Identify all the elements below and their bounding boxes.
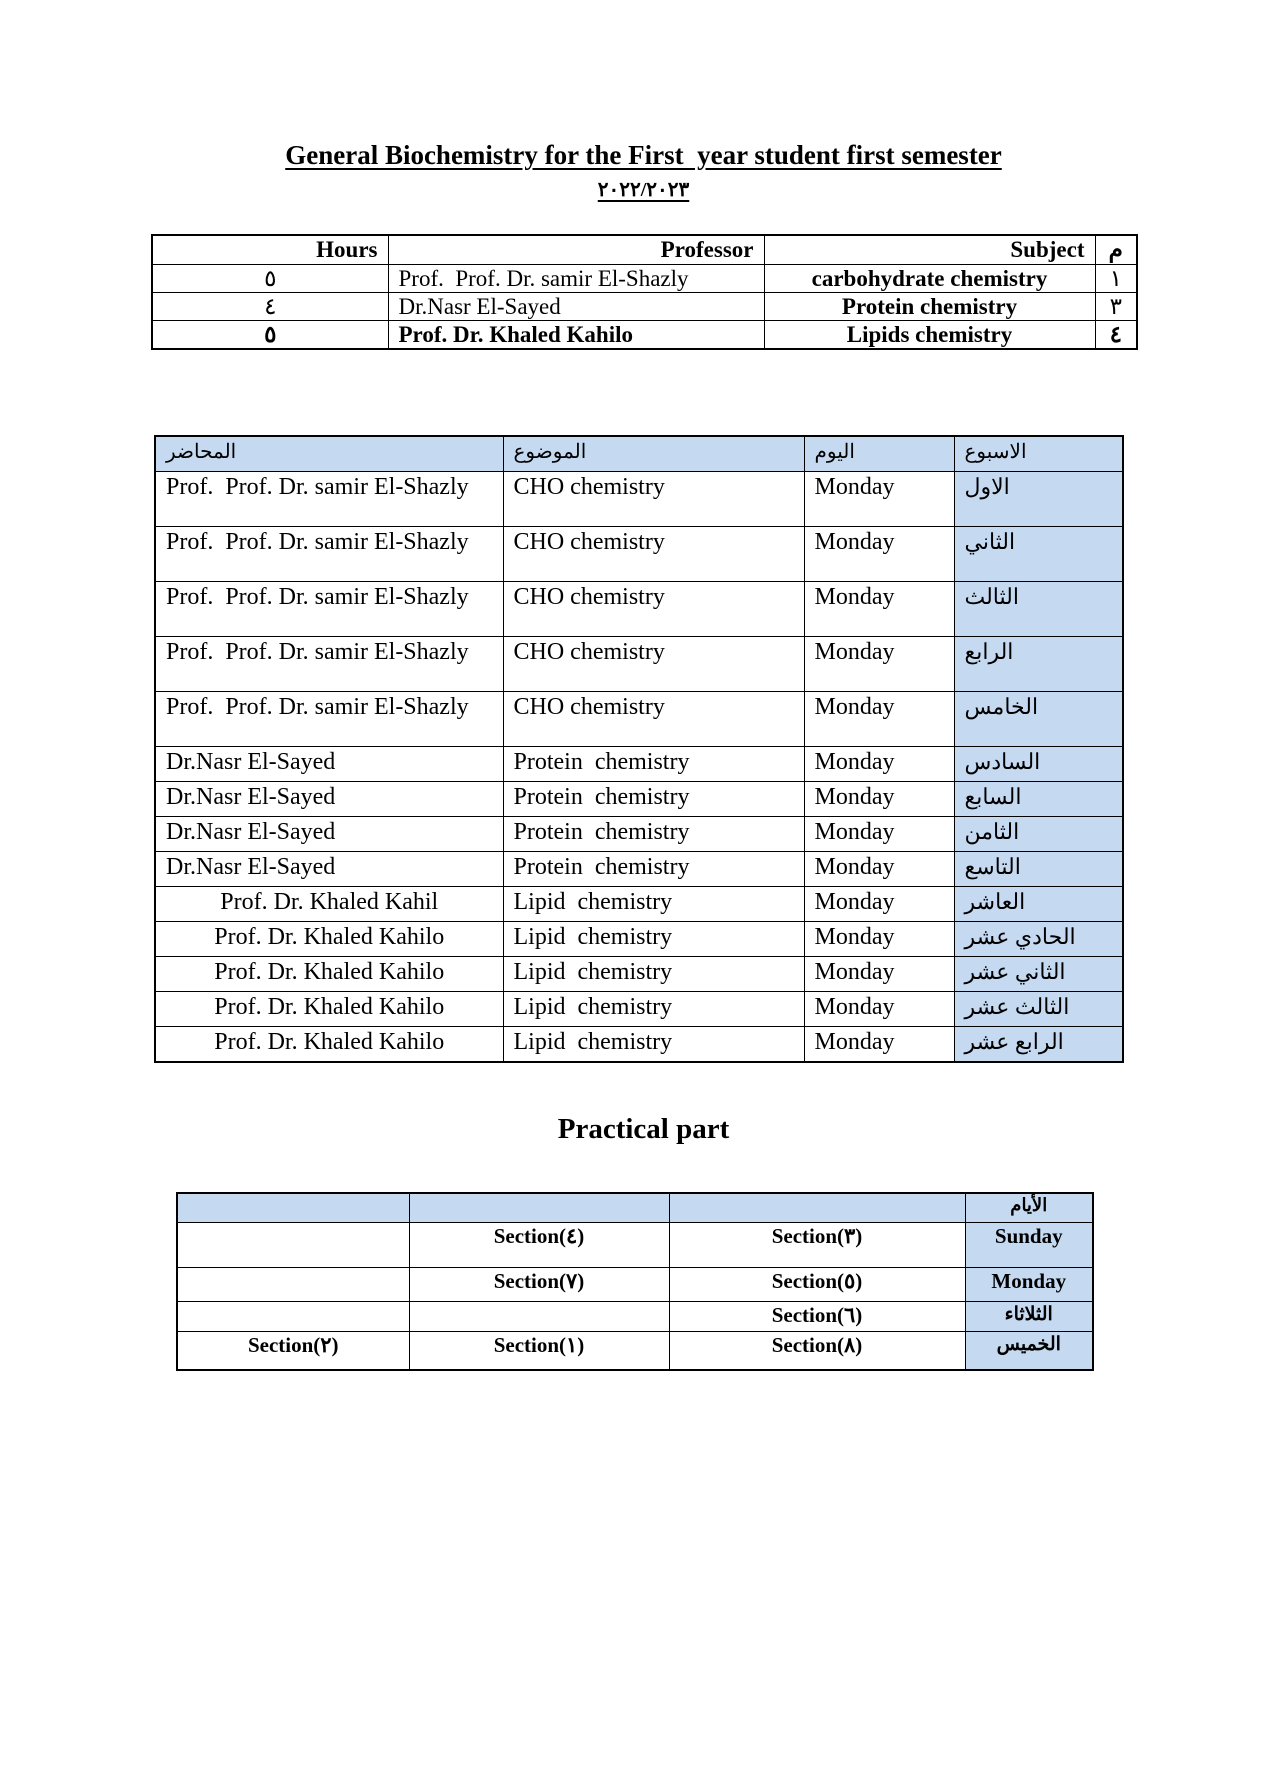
lecturer-cell: Dr.Nasr El-Sayed	[155, 782, 503, 817]
week-cell: الحادي عشر	[954, 922, 1123, 957]
section-cell	[409, 1302, 669, 1332]
schedule-header-row	[155, 436, 1123, 472]
schedule-row	[155, 472, 1123, 527]
week-cell: التاسع	[954, 852, 1123, 887]
course-row	[152, 293, 1137, 321]
day-cell: الثلاثاء	[965, 1302, 1093, 1332]
lecturer-cell: Prof. Dr. Khaled Kahil	[155, 887, 503, 922]
week-cell: السابع	[954, 782, 1123, 817]
lecturer-column-header: المحاضر	[155, 436, 503, 472]
practical-row	[177, 1268, 1093, 1302]
schedule-row	[155, 692, 1123, 747]
day-cell: Monday	[804, 887, 954, 922]
schedule-row	[155, 817, 1123, 852]
professor-cell: Prof. Prof. Dr. samir El-Shazly	[388, 265, 764, 293]
subject-cell: Protein chemistry	[764, 293, 1095, 321]
week-cell: العاشر	[954, 887, 1123, 922]
lecturer-cell: Dr.Nasr El-Sayed	[155, 852, 503, 887]
topic-cell: Lipid chemistry	[503, 992, 804, 1027]
empty-header-cell	[669, 1193, 965, 1223]
section-cell: Section(٢)	[177, 1332, 409, 1371]
lecturer-cell: Dr.Nasr El-Sayed	[155, 817, 503, 852]
topic-cell: CHO chemistry	[503, 637, 804, 692]
day-column-header: اليوم	[804, 436, 954, 472]
practical-header-row	[177, 1193, 1093, 1223]
topic-cell: CHO chemistry	[503, 527, 804, 582]
schedule-row	[155, 957, 1123, 992]
topic-cell: Lipid chemistry	[503, 922, 804, 957]
schedule-row	[155, 852, 1123, 887]
schedule-row	[155, 582, 1123, 637]
topic-cell: CHO chemistry	[503, 582, 804, 637]
practical-part-heading: Practical part	[557, 1113, 730, 1145]
course-row	[152, 265, 1137, 293]
day-cell: Monday	[804, 582, 954, 637]
day-cell: Monday	[804, 1027, 954, 1063]
day-cell: Monday	[965, 1268, 1093, 1302]
lecturer-cell: Prof. Prof. Dr. samir El-Shazly	[155, 692, 503, 747]
section-cell	[177, 1268, 409, 1302]
empty-header-cell	[177, 1193, 409, 1223]
section-cell: Section(١)	[409, 1332, 669, 1371]
lecturer-cell: Dr.Nasr El-Sayed	[155, 747, 503, 782]
schedule-row	[155, 992, 1123, 1027]
section-cell	[177, 1223, 409, 1268]
lecturer-cell: Prof. Prof. Dr. samir El-Shazly	[155, 637, 503, 692]
section-cell: Section(٦)	[669, 1302, 965, 1332]
schedule-row	[155, 637, 1123, 692]
day-cell: الخميس	[965, 1332, 1093, 1371]
topic-cell: Lipid chemistry	[503, 957, 804, 992]
lecturer-cell: Prof. Dr. Khaled Kahilo	[155, 922, 503, 957]
practical-row	[177, 1302, 1093, 1332]
day-cell: Monday	[804, 957, 954, 992]
course-row	[152, 321, 1137, 350]
schedule-row	[155, 922, 1123, 957]
schedule-row	[155, 527, 1123, 582]
week-cell: الرابع	[954, 637, 1123, 692]
topic-cell: Protein chemistry	[503, 782, 804, 817]
subject-cell: Lipids chemistry	[764, 321, 1095, 350]
week-cell: السادس	[954, 747, 1123, 782]
lecturer-cell: Prof. Prof. Dr. samir El-Shazly	[155, 472, 503, 527]
topic-cell: Protein chemistry	[503, 817, 804, 852]
hours-cell: ٥	[152, 265, 388, 293]
topic-cell: CHO chemistry	[503, 692, 804, 747]
week-cell: الثامن	[954, 817, 1123, 852]
course-table-header-row	[152, 235, 1137, 265]
day-cell: Monday	[804, 527, 954, 582]
schedule-row	[155, 1027, 1123, 1063]
week-column-header: الاسبوع	[954, 436, 1123, 472]
section-cell: Section(٧)	[409, 1268, 669, 1302]
day-cell: Monday	[804, 637, 954, 692]
days-column-header: الأيام	[965, 1193, 1093, 1223]
professor-cell: Prof. Dr. Khaled Kahilo	[388, 321, 764, 350]
week-cell: الثاني عشر	[954, 957, 1123, 992]
page-title-text: General Biochemistry for the First year student first semester	[285, 140, 1002, 170]
professor-cell: Dr.Nasr El-Sayed	[388, 293, 764, 321]
lecturer-cell: Prof. Dr. Khaled Kahilo	[155, 992, 503, 1027]
week-cell: الثالث	[954, 582, 1123, 637]
page-title	[151, 140, 1136, 171]
section-cell: Section(٤)	[409, 1223, 669, 1268]
topic-cell: Protein chemistry	[503, 747, 804, 782]
topic-column-header: الموضوع	[503, 436, 804, 472]
day-cell: Monday	[804, 817, 954, 852]
schedule-row	[155, 887, 1123, 922]
lecturer-cell: Prof. Dr. Khaled Kahilo	[155, 1027, 503, 1063]
practical-row	[177, 1223, 1093, 1268]
day-cell: Monday	[804, 782, 954, 817]
empty-header-cell	[409, 1193, 669, 1223]
schedule-row	[155, 747, 1123, 782]
section-cell: Section(٥)	[669, 1268, 965, 1302]
week-cell: الرابع عشر	[954, 1027, 1123, 1063]
hours-cell: ٥	[152, 321, 388, 350]
day-cell: Monday	[804, 747, 954, 782]
week-cell: الثاني	[954, 527, 1123, 582]
week-cell: الاول	[954, 472, 1123, 527]
index-cell: ١	[1095, 265, 1137, 293]
week-cell: الخامس	[954, 692, 1123, 747]
lecturer-cell: Prof. Prof. Dr. samir El-Shazly	[155, 527, 503, 582]
day-cell: Monday	[804, 922, 954, 957]
index-column-header: م	[1095, 235, 1137, 265]
document-page	[151, 140, 1136, 1371]
lecturer-cell: Prof. Dr. Khaled Kahilo	[155, 957, 503, 992]
index-cell: ٣	[1095, 293, 1137, 321]
practical-row	[177, 1332, 1093, 1371]
day-cell: Monday	[804, 992, 954, 1027]
practical-sections-table	[176, 1192, 1094, 1371]
topic-cell: CHO chemistry	[503, 472, 804, 527]
lecturer-cell: Prof. Prof. Dr. samir El-Shazly	[155, 582, 503, 637]
topic-cell: Lipid chemistry	[503, 887, 804, 922]
topic-cell: Protein chemistry	[503, 852, 804, 887]
academic-year-text: ٢٠٢٢/٢٠٢٣	[597, 179, 690, 201]
professor-column-header: Professor	[388, 235, 764, 265]
week-cell: الثالث عشر	[954, 992, 1123, 1027]
section-cell: Section(٣)	[669, 1223, 965, 1268]
section-cell: Section(٨)	[669, 1332, 965, 1371]
hours-column-header: Hours	[152, 235, 388, 265]
subject-cell: carbohydrate chemistry	[764, 265, 1095, 293]
day-cell: Monday	[804, 852, 954, 887]
index-cell: ٤	[1095, 321, 1137, 350]
section-cell	[177, 1302, 409, 1332]
day-cell: Monday	[804, 692, 954, 747]
schedule-row	[155, 782, 1123, 817]
hours-cell: ٤	[152, 293, 388, 321]
day-cell: Sunday	[965, 1223, 1093, 1268]
topic-cell: Lipid chemistry	[503, 1027, 804, 1063]
lecture-schedule-table	[154, 435, 1124, 1063]
page-subtitle	[151, 177, 1136, 202]
course-summary-table	[151, 234, 1138, 350]
day-cell: Monday	[804, 472, 954, 527]
subject-column-header: Subject	[764, 235, 1095, 265]
